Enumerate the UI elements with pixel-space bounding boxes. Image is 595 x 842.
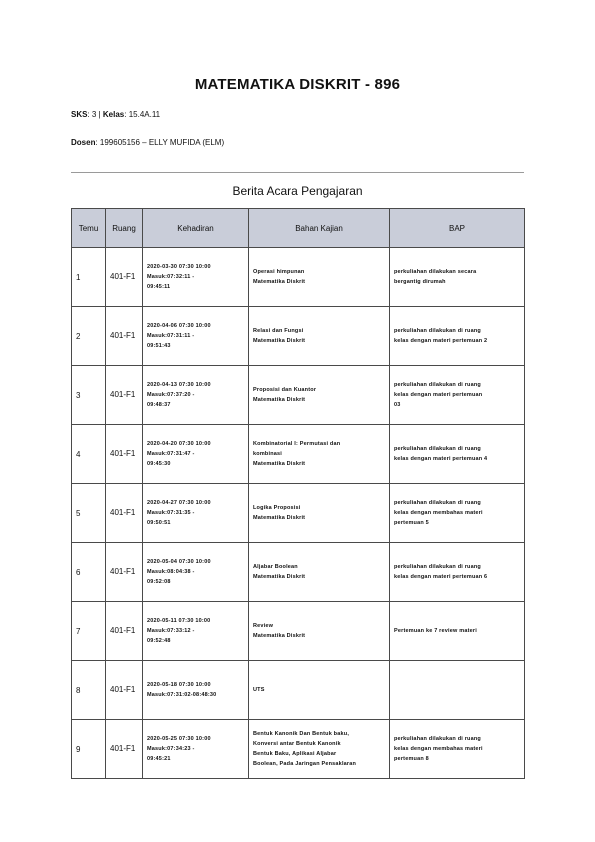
cell-kehadiran-line: 2020-03-30 07:30 10:00 (147, 264, 211, 270)
cell-bahan-kajian-line: Matematika Diskrit (253, 397, 306, 403)
cell-temu: 2 (72, 307, 106, 366)
cell-bahan-kajian-line: Boolean, Pada Jaringan Pensaklaran (253, 761, 357, 767)
cell-bap (390, 543, 525, 602)
cell-kehadiran-line: 09:51:43 (147, 343, 171, 349)
cell-bap (390, 602, 525, 661)
cell-kehadiran-line: 2020-04-06 07:30 10:00 (147, 323, 211, 329)
cell-bahan-kajian-line: Operasi himpunan (253, 269, 305, 275)
cell-bahan-kajian-line: Review (253, 623, 274, 629)
cell-bahan-kajian-line: Matematika Diskrit (253, 279, 306, 285)
cell-bahan-kajian (249, 248, 390, 307)
cell-bahan-kajian (249, 307, 390, 366)
table-row (72, 366, 525, 425)
cell-kehadiran-line: Masuk:07:37:20 - (147, 392, 195, 398)
table-row (72, 720, 525, 779)
cell-bap-line: perkuliahan dilakukan secara (394, 269, 477, 275)
cell-kehadiran (143, 248, 249, 307)
table-row (72, 248, 525, 307)
cell-bap-line: perkuliahan dilakukan di ruang (394, 736, 481, 742)
course-info-line (71, 110, 160, 119)
cell-kehadiran-line: Masuk:07:31:11 - (147, 333, 195, 339)
kelas-value: : 15.4A.11 (124, 110, 161, 119)
cell-bahan-kajian-line: Konversi antar Bentuk Kanonik (253, 741, 341, 747)
cell-kehadiran (143, 484, 249, 543)
cell-bahan-kajian (249, 366, 390, 425)
cell-bahan-kajian-line: UTS (253, 687, 265, 693)
cell-temu: 1 (72, 248, 106, 307)
cell-bahan-kajian-line: Matematika Diskrit (253, 338, 306, 344)
cell-bap-line: perkuliahan dilakukan di ruang (394, 500, 481, 506)
cell-kehadiran (143, 366, 249, 425)
cell-temu: 9 (72, 720, 106, 779)
table-row (72, 543, 525, 602)
cell-ruang: 401-F1 (106, 248, 143, 307)
cell-temu: 6 (72, 543, 106, 602)
cell-bap-line: Pertemuan ke 7 review materi (394, 628, 477, 634)
cell-bap-line: kelas dengan materi pertemuan 4 (394, 456, 488, 462)
cell-bahan-kajian-line: Bentuk Kanonik Dan Bentuk baku, (253, 731, 350, 737)
cell-bahan-kajian-line: Aljabar Boolean (253, 564, 298, 570)
table-header-row (72, 209, 525, 248)
cell-bahan-kajian (249, 484, 390, 543)
cell-temu: 5 (72, 484, 106, 543)
cell-kehadiran-line: 2020-05-11 07:30 10:00 (147, 618, 211, 624)
cell-kehadiran-line: 09:45:30 (147, 461, 171, 467)
bap-table (71, 208, 525, 779)
table-row (72, 307, 525, 366)
table-row (72, 484, 525, 543)
cell-bap (390, 366, 525, 425)
cell-bahan-kajian (249, 661, 390, 720)
cell-bahan-kajian-line: Proposisi dan Kuantor (253, 387, 317, 393)
cell-kehadiran (143, 720, 249, 779)
cell-kehadiran-line: 09:52:48 (147, 638, 171, 644)
cell-bap (390, 248, 525, 307)
divider (71, 172, 524, 173)
cell-kehadiran-line: 2020-05-25 07:30 10:00 (147, 736, 211, 742)
cell-bap (390, 307, 525, 366)
cell-kehadiran-line: Masuk:07:31:35 - (147, 510, 195, 516)
header-kehadiran: Kehadiran (143, 209, 249, 248)
dosen-label: Dosen (71, 138, 96, 147)
cell-bahan-kajian-line: Matematika Diskrit (253, 633, 306, 639)
cell-ruang: 401-F1 (106, 366, 143, 425)
cell-bap-line: kelas dengan materi pertemuan 6 (394, 574, 488, 580)
cell-kehadiran-line: Masuk:07:31:02-08:48:30 (147, 692, 217, 698)
cell-temu: 3 (72, 366, 106, 425)
cell-bap (390, 484, 525, 543)
cell-ruang: 401-F1 (106, 307, 143, 366)
cell-ruang: 401-F1 (106, 484, 143, 543)
table-body (72, 248, 525, 779)
cell-bap-line: kelas dengan membahas materi (394, 746, 483, 752)
cell-bahan-kajian-line: Matematika Diskrit (253, 574, 306, 580)
cell-temu: 4 (72, 425, 106, 484)
cell-kehadiran-line: 09:50:51 (147, 520, 171, 526)
cell-kehadiran (143, 661, 249, 720)
cell-kehadiran (143, 425, 249, 484)
cell-kehadiran-line: Masuk:07:34:23 - (147, 746, 195, 752)
cell-bap-line: perkuliahan dilakukan di ruang (394, 446, 481, 452)
cell-bahan-kajian-line: Matematika Diskrit (253, 461, 306, 467)
cell-kehadiran-line: Masuk:08:04:38 - (147, 569, 195, 575)
cell-ruang: 401-F1 (106, 425, 143, 484)
cell-kehadiran (143, 307, 249, 366)
cell-kehadiran-line: 09:45:21 (147, 756, 171, 762)
cell-kehadiran-line: 2020-05-18 07:30 10:00 (147, 682, 211, 688)
cell-ruang: 401-F1 (106, 661, 143, 720)
cell-kehadiran-line: 2020-05-04 07:30 10:00 (147, 559, 211, 565)
cell-bahan-kajian-line: kombinasi (253, 451, 283, 457)
cell-temu: 7 (72, 602, 106, 661)
kelas-label: Kelas (102, 110, 125, 119)
cell-bap-line: perkuliahan dilakukan di ruang (394, 564, 481, 570)
cell-kehadiran-line: 09:52:08 (147, 579, 171, 585)
cell-ruang: 401-F1 (106, 543, 143, 602)
cell-bahan-kajian (249, 543, 390, 602)
lecturer-info-line (71, 138, 224, 147)
cell-bahan-kajian-line: Matematika Diskrit (253, 515, 306, 521)
dosen-value: : 199605156 – ELLY MUFIDA (ELM) (95, 138, 225, 147)
section-title: Berita Acara Pengajaran (232, 184, 363, 198)
header-bahan-kajian: Bahan Kajian (249, 209, 390, 248)
cell-kehadiran (143, 602, 249, 661)
cell-bap-line: kelas dengan materi pertemuan 2 (394, 338, 488, 344)
cell-bahan-kajian (249, 425, 390, 484)
table-row (72, 602, 525, 661)
cell-kehadiran-line: Masuk:07:32:11 - (147, 274, 195, 280)
cell-bap-line: kelas dengan materi pertemuan (394, 392, 483, 398)
cell-bap (390, 661, 525, 720)
cell-kehadiran (143, 543, 249, 602)
cell-kehadiran-line: Masuk:07:33:12 - (147, 628, 195, 634)
cell-kehadiran-line: 2020-04-20 07:30 10:00 (147, 441, 211, 447)
cell-bahan-kajian-line: Logika Proposisi (253, 505, 301, 511)
sks-label: SKS (71, 110, 88, 119)
cell-bahan-kajian-line: Kombinatorial I: Permutasi dan (253, 441, 341, 447)
cell-kehadiran-line: 09:45:11 (147, 284, 171, 290)
cell-bahan-kajian-line: Relasi dan Fungsi (253, 328, 304, 334)
cell-bap-line: bergantig dirumah (394, 279, 446, 285)
cell-bahan-kajian (249, 720, 390, 779)
cell-temu: 8 (72, 661, 106, 720)
table-row (72, 661, 525, 720)
cell-bap-line: kelas dengan membahas materi (394, 510, 483, 516)
cell-kehadiran-line: 2020-04-27 07:30 10:00 (147, 500, 211, 506)
cell-bap (390, 425, 525, 484)
header-temu: Temu (72, 209, 106, 248)
cell-bap (390, 720, 525, 779)
header-ruang: Ruang (106, 209, 143, 248)
cell-kehadiran-line: 2020-04-13 07:30 10:00 (147, 382, 211, 388)
cell-ruang: 401-F1 (106, 720, 143, 779)
page-title: MATEMATIKA DISKRIT - 896 (194, 76, 401, 93)
table-row (72, 425, 525, 484)
cell-bap-line: perkuliahan dilakukan di ruang (394, 328, 481, 334)
cell-bap-line: 03 (394, 402, 401, 408)
cell-ruang: 401-F1 (106, 602, 143, 661)
cell-kehadiran-line: Masuk:07:31:47 - (147, 451, 195, 457)
sks-value: : 3 | (87, 110, 101, 119)
cell-kehadiran-line: 09:48:37 (147, 402, 171, 408)
cell-bap-line: pertemuan 8 (394, 756, 429, 762)
header-bap: BAP (390, 209, 525, 248)
cell-bahan-kajian-line: Bentuk Baku, Aplikasi Aljabar (253, 751, 337, 757)
cell-bahan-kajian (249, 602, 390, 661)
cell-bap-line: pertemuan 5 (394, 520, 429, 526)
cell-bap-line: perkuliahan dilakukan di ruang (394, 382, 481, 388)
